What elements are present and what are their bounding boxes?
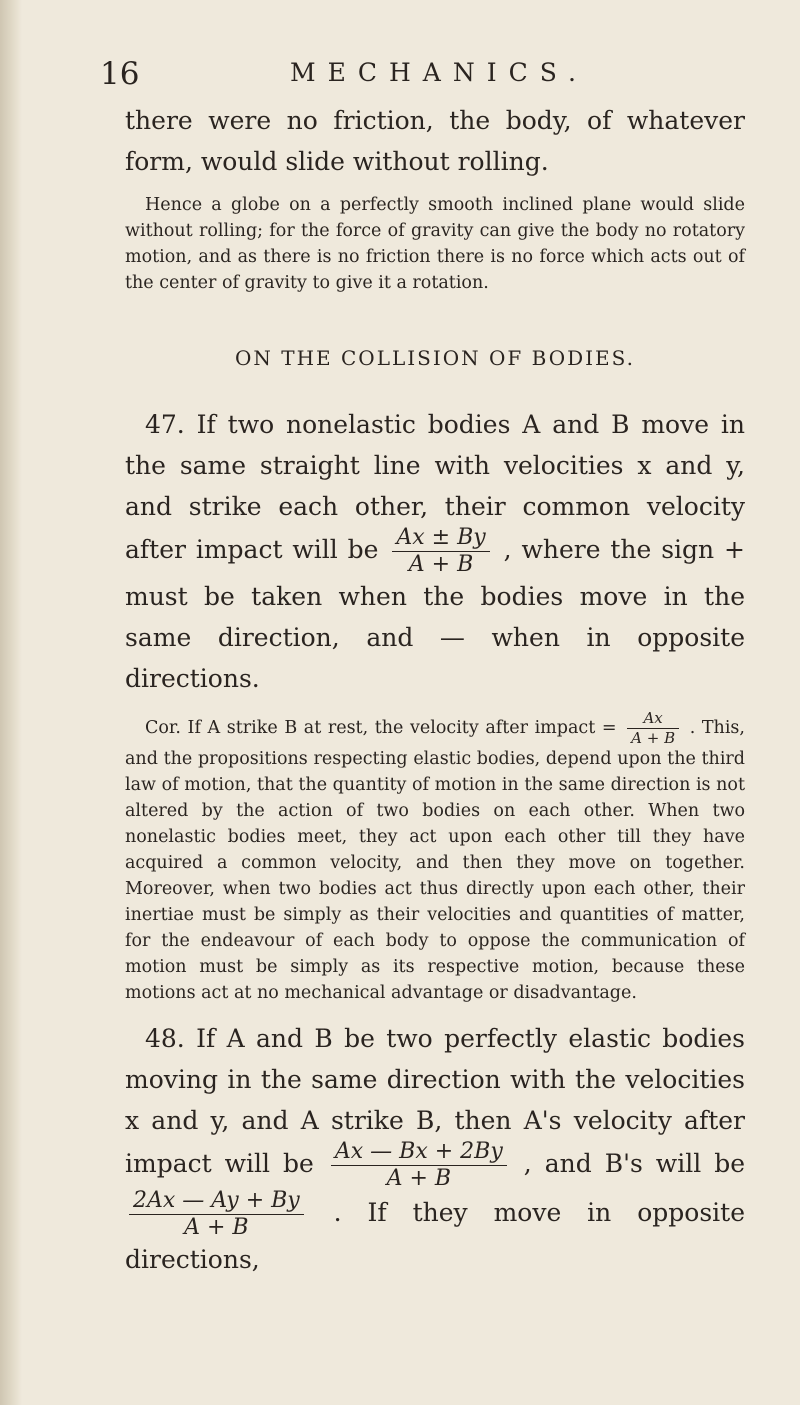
fraction-denominator: A + B bbox=[631, 729, 676, 747]
page-body bbox=[125, 100, 745, 1280]
b-velocity-fraction bbox=[129, 1190, 304, 1239]
page-header bbox=[100, 56, 740, 92]
corollary-paragraph bbox=[125, 711, 745, 1006]
fraction-numerator: Ax bbox=[627, 711, 679, 729]
section-heading: ON THE COLLISION OF BODIES. bbox=[235, 346, 635, 370]
paragraph-48-text-3: . If they move in opposite directions, bbox=[125, 1198, 745, 1274]
fraction-numerator: Ax — Bx + 2By bbox=[331, 1141, 507, 1166]
intro-note: Hence a globe on a perfectly smooth inclined plane would slide without rolling; for the force of gravity can give the body no rotatory motion, and as there is no friction there is no force which acts out of the center of gravity to give it a rotation. bbox=[125, 195, 745, 293]
a-velocity-fraction bbox=[331, 1141, 507, 1190]
corollary-fraction bbox=[627, 711, 679, 746]
corollary-text-1: Cor. If A strike B at rest, the velocity after impact = bbox=[145, 718, 617, 738]
paragraph-48 bbox=[125, 1018, 745, 1280]
paragraph-47-text-1: 47. If two nonelastic bodies A and B move in the same straight line with velocities x and y, and strike each other, their common velocity after impact will be bbox=[125, 410, 745, 564]
paragraph-48-text-2: , and B's will be bbox=[523, 1149, 745, 1178]
common-velocity-fraction bbox=[392, 527, 489, 576]
fraction-denominator: A + B bbox=[386, 1166, 452, 1191]
page-gutter bbox=[0, 0, 22, 1405]
fraction-denominator: A + B bbox=[408, 552, 474, 577]
paragraph-47-text-2: , where the sign + must be taken when the bodies move in the same direction, and — when in opposite directions. bbox=[125, 535, 746, 693]
corollary-text-2: . This, and the propositions respecting elastic bodies, depend upon the third law of motion, that the quantity of motion in the same direction is not altered by the action of two bodies on each other. When two nonelastic bodies meet, they act upon each other till they have acquired a common velocity, and then they move on together. Moreover, when two bodies act thus directly upon each other, their inertiae must be simply as their velocities and quantities of matter, for the endeavour of each body to oppose the communication of motion must be simply as its respective motion, because these motions act at no mechanical advantage or disadvantage. bbox=[125, 718, 745, 1003]
paragraph-47 bbox=[125, 404, 745, 699]
running-head: MECHANICS. bbox=[290, 58, 588, 87]
fraction-denominator: A + B bbox=[184, 1215, 249, 1240]
fraction-numerator: 2Ax — Ay + By bbox=[129, 1190, 304, 1215]
page-number: 16 bbox=[100, 56, 140, 92]
paragraph-48-text-1: 48. If A and B be two perfectly elastic bodies moving in the same direction with the velocities x and y, and A strike B, then A's velocity after impact will be bbox=[125, 1024, 745, 1178]
fraction-numerator: Ax ± By bbox=[392, 527, 489, 552]
intro-paragraph: there were no friction, the body, of whatever form, would slide without rolling. bbox=[125, 106, 745, 176]
